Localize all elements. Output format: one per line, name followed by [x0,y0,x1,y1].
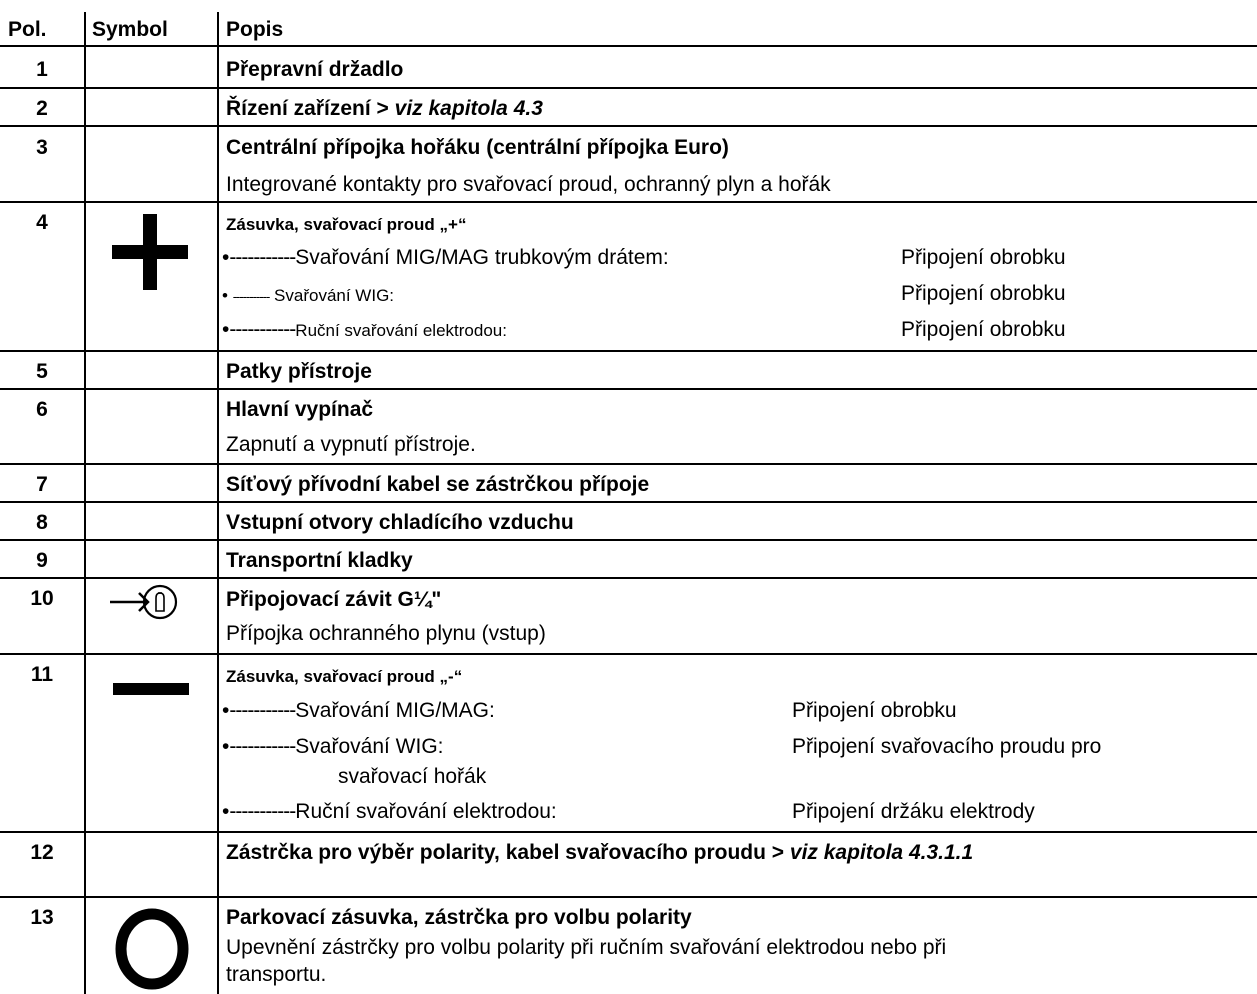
row-title: Zásuvka, svařovací proud „-“ [226,667,463,686]
row-number: 6 [36,398,48,421]
row-number: 4 [36,211,48,234]
row-number: 13 [30,906,54,929]
row-title-text: Řízení zařízení > [226,97,389,120]
row-title: Připojovací závit G¼" [226,588,442,611]
item-value: Připojení obrobku [901,246,1066,269]
dash-leader: ----------- [229,318,296,341]
item-label: Ruční svařování elektrodou: [295,321,507,340]
list-item [222,799,557,825]
row-number: 2 [36,97,48,120]
list-item [222,245,669,271]
row-divider [0,577,1257,579]
row-description: transportu. [226,963,327,986]
minus-icon [113,683,189,695]
item-value: Připojení držáku elektrody [792,800,1035,823]
row-number: 10 [30,587,54,610]
row-number: 9 [36,549,48,572]
row-number: 11 [30,663,54,686]
bullet: • [222,800,230,823]
row-title: Hlavní vypínač [226,398,374,421]
list-item [222,283,394,310]
row-number: 8 [36,511,48,534]
row-divider [0,501,1257,503]
item-label: Svařování WIG: [274,286,395,305]
column-divider [217,12,219,994]
header-pol: Pol. [8,18,47,41]
bullet: • [222,246,230,269]
row-divider [0,125,1257,127]
dash-leader: ----------- [229,246,296,269]
gas-inlet-icon [110,584,180,620]
row-title: Centrální přípojka hořáku (centrální přípojka Euro) [226,136,729,159]
row-description: Zapnutí a vypnutí přístroje. [226,433,476,456]
item-value: Připojení obrobku [792,699,957,722]
row-number: 12 [30,841,54,864]
row-divider [0,653,1257,655]
row-description: Upevnění zástrčky pro volbu polarity při ručním svařování elektrodou nebo při [226,936,947,959]
dash-leader: ----------- [229,800,296,823]
ring-icon [114,907,190,991]
row-divider [0,463,1257,465]
row-title: Zásuvka, svařovací proud „+“ [226,215,467,234]
row-divider [0,87,1257,89]
row-number: 7 [36,473,48,496]
row-title [226,96,543,122]
row-title: Síťový přívodní kabel se zástrčkou přípoje [226,473,650,496]
dash-leader: ----------- [232,289,270,304]
row-number: 5 [36,360,48,383]
chapter-link[interactable]: viz kapitola 4.3 [394,97,543,120]
item-label: Ruční svařování elektrodou: [295,800,557,823]
row-divider [0,896,1257,898]
row-description: Přípojka ochranného plynu (vstup) [226,622,546,645]
row-title: Parkovací zásuvka, zástrčka pro volbu polarity [226,906,692,929]
column-divider [84,12,86,994]
list-item [222,317,507,344]
item-value: Připojení obrobku [901,318,1066,341]
row-title [226,840,973,866]
bullet: • [222,699,230,722]
list-item [222,734,444,760]
item-label: Svařování MIG/MAG: [295,699,495,722]
row-title-text: Zástrčka pro výběr polarity, kabel svařovacího proudu > [226,841,785,864]
list-item [222,698,495,724]
row-divider [0,45,1257,47]
header-symbol: Symbol [92,18,168,41]
row-divider [0,201,1257,203]
row-divider [0,831,1257,833]
row-number: 3 [36,136,48,159]
row-divider [0,539,1257,541]
row-divider [0,388,1257,390]
plus-icon [112,214,188,290]
bullet: • [222,735,230,758]
chapter-link[interactable]: viz kapitola 4.3.1.1 [789,841,974,864]
item-label: Svařování WIG: [295,735,444,758]
row-divider [0,350,1257,352]
item-value: Připojení svařovacího proudu pro [792,735,1102,758]
row-title: Patky přístroje [226,360,372,383]
dash-leader: ----------- [229,735,296,758]
row-title: Vstupní otvory chladícího vzduchu [226,511,574,534]
item-label: Svařování MIG/MAG trubkovým drátem: [295,246,669,269]
item-label-continuation: svařovací hořák [338,765,487,788]
item-value: Připojení obrobku [901,282,1066,305]
bullet: • [222,318,230,341]
dash-leader: ----------- [229,699,296,722]
header-popis: Popis [226,18,284,41]
row-description: Integrované kontakty pro svařovací proud, ochranný plyn a hořák [226,173,831,196]
row-title: Přepravní držadlo [226,58,404,81]
row-number: 1 [36,58,48,81]
row-title: Transportní kladky [226,549,413,572]
bullet: • [222,286,228,305]
